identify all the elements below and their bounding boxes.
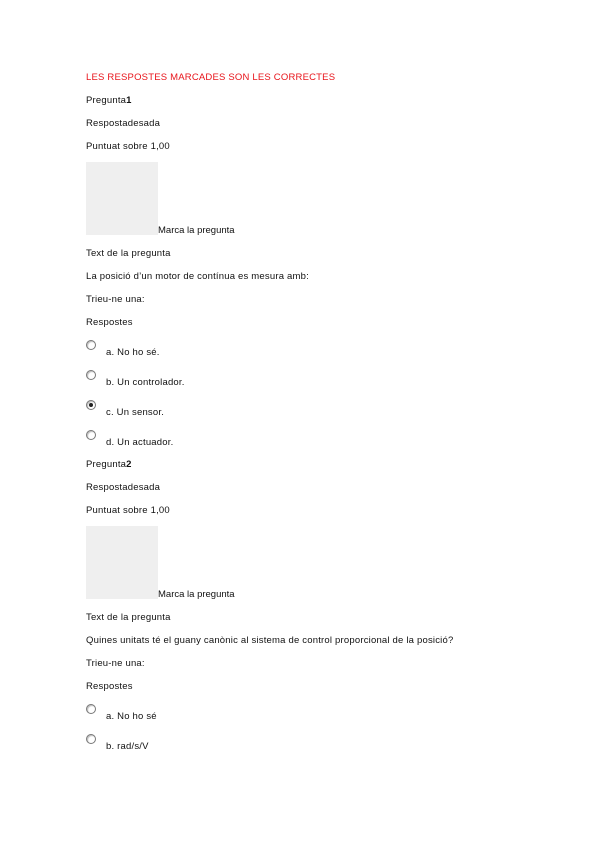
question-number: 1 bbox=[126, 95, 132, 106]
question-2-text: Quines unitats té el guany canònic al sistema de control proporcional de la posició? bbox=[86, 635, 454, 646]
question-label: Pregunta bbox=[86, 95, 127, 106]
question-label: Pregunta bbox=[86, 459, 127, 470]
q2-option-a[interactable] bbox=[86, 704, 486, 724]
question-2-flag-link[interactable]: Marca la pregunta bbox=[158, 589, 235, 600]
option-label: a. No ho sé bbox=[106, 711, 157, 722]
question-1-text-label: Text de la pregunta bbox=[86, 248, 171, 259]
q1-option-b[interactable] bbox=[86, 370, 486, 390]
question-1-answers-label: Respostes bbox=[86, 317, 133, 328]
question-1-status: Respostadesada bbox=[86, 118, 161, 129]
radio-button-checked[interactable] bbox=[86, 400, 96, 410]
option-label: b. Un controlador. bbox=[106, 377, 185, 388]
question-number: 2 bbox=[126, 459, 132, 470]
radio-button[interactable] bbox=[86, 340, 96, 350]
radio-button[interactable] bbox=[86, 734, 96, 744]
radio-button[interactable] bbox=[86, 430, 96, 440]
q1-option-a[interactable] bbox=[86, 340, 486, 360]
q2-option-b[interactable] bbox=[86, 734, 486, 754]
q1-option-c[interactable] bbox=[86, 400, 486, 420]
question-2-thumbnail bbox=[86, 526, 158, 599]
radio-button[interactable] bbox=[86, 704, 96, 714]
correct-answers-notice: LES RESPOSTES MARCADES SON LES CORRECTES bbox=[86, 72, 336, 83]
question-1-text: La posició d’un motor de contínua es mesura amb: bbox=[86, 271, 309, 282]
question-1-score: Puntuat sobre 1,00 bbox=[86, 141, 170, 152]
question-1-choose-prompt: Trieu-ne una: bbox=[86, 294, 145, 305]
question-2-text-label: Text de la pregunta bbox=[86, 612, 171, 623]
question-1-flag-link[interactable]: Marca la pregunta bbox=[158, 225, 235, 236]
question-2-answers-label: Respostes bbox=[86, 681, 133, 692]
option-label: d. Un actuador. bbox=[106, 437, 174, 448]
question-2-heading bbox=[86, 459, 132, 470]
option-label: b. rad/s/V bbox=[106, 741, 149, 752]
radio-button[interactable] bbox=[86, 370, 96, 380]
option-label: c. Un sensor. bbox=[106, 407, 165, 418]
question-2-score: Puntuat sobre 1,00 bbox=[86, 505, 170, 516]
question-2-status: Respostadesada bbox=[86, 482, 161, 493]
option-label: a. No ho sé. bbox=[106, 347, 160, 358]
question-1-thumbnail bbox=[86, 162, 158, 235]
q1-option-d[interactable] bbox=[86, 430, 486, 450]
question-2-choose-prompt: Trieu-ne una: bbox=[86, 658, 145, 669]
question-1-heading bbox=[86, 95, 132, 106]
